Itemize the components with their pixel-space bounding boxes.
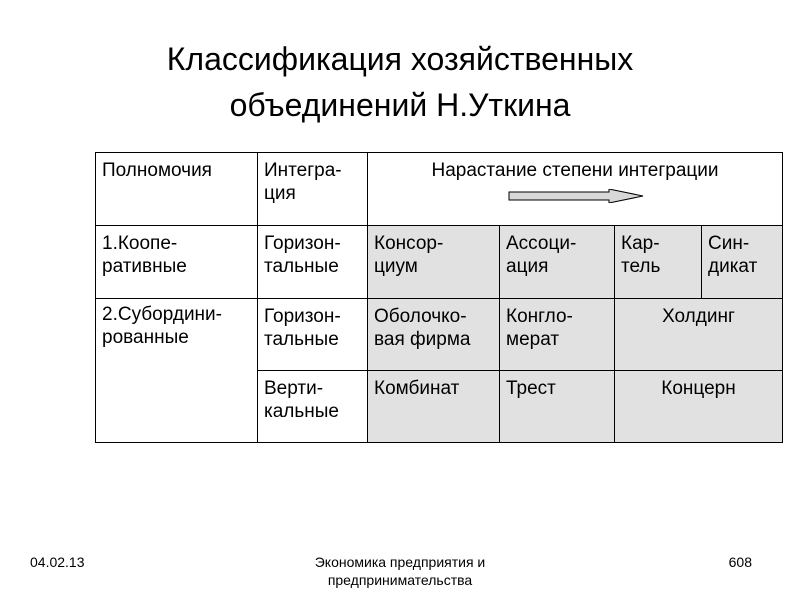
cell-syndicate: Син- дикат <box>702 226 783 299</box>
header-integration: Интегра- ция <box>258 153 368 226</box>
slide-title-line-1: Классификация хозяйственных <box>166 41 634 77</box>
header-growth-label: Нарастание степени интеграции <box>431 160 719 181</box>
authority-cooperative: 1.Коопе- ративные <box>96 226 258 299</box>
cell-consortium: Консор- циум <box>368 226 500 299</box>
cell-shell-company: Оболочко- вая фирма <box>368 299 500 371</box>
footer-course-title: Экономика предприятия и предпринимательства <box>314 554 486 588</box>
cell-association: Ассоци- ация <box>500 226 615 299</box>
cell-concern: Концерн <box>615 371 783 443</box>
cell-combine: Комбинат <box>368 371 500 443</box>
cell-holding: Холдинг <box>615 299 783 371</box>
table-row-cooperative <box>96 226 783 299</box>
cell-conglomerate: Конгло- мерат <box>500 299 615 371</box>
authority-subordinate: 2.Субордини- рованные <box>96 299 258 443</box>
integration-horizontal-2: Горизон- тальные <box>258 299 368 371</box>
table-header-row <box>96 153 783 226</box>
integration-horizontal-1: Горизон- тальные <box>258 226 368 299</box>
footer-page-number: 608 <box>728 554 752 570</box>
slide-title <box>0 36 800 128</box>
header-integration-growth <box>368 153 783 226</box>
integration-vertical: Верти- кальные <box>258 371 368 443</box>
table-row-subordinate-horizontal <box>96 299 783 371</box>
header-authority-label: Полномочия <box>102 160 212 181</box>
classification-table <box>95 152 783 443</box>
footer-date: 04.02.13 <box>30 554 85 570</box>
slide-title-line-2: объединений Н.Уткина <box>229 87 571 123</box>
cell-cartel: Кар- тель <box>615 226 702 299</box>
header-authority <box>96 153 258 226</box>
cell-trust: Трест <box>500 371 615 443</box>
right-arrow-icon <box>374 186 776 200</box>
